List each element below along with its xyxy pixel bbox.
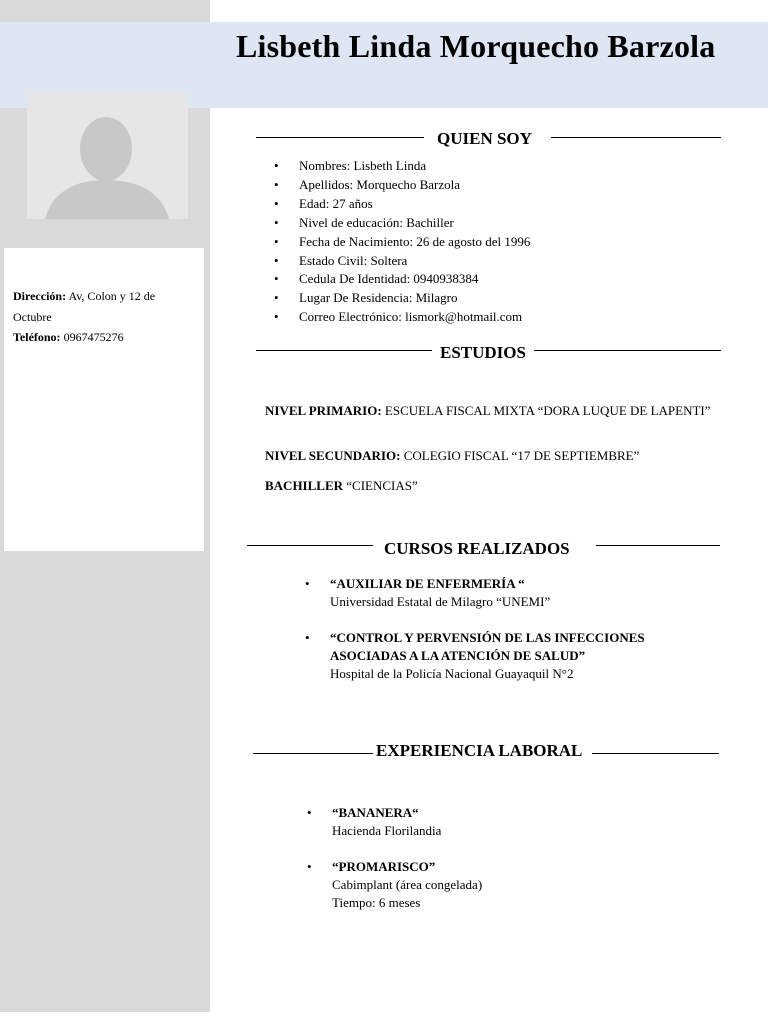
avatar-placeholder-icon — [27, 92, 188, 219]
list-item: • Nivel de educación: Bachiller — [274, 214, 530, 233]
section-title-quien-soy: QUIEN SOY — [437, 129, 532, 148]
job-detail: Cabimplant (área congelada) — [332, 877, 483, 892]
course-place: Universidad Estatal de Milagro “UNEMI” — [330, 594, 551, 609]
course-place: Hospital de la Policía Nacional Guayaquil N°2 — [330, 666, 574, 681]
section-rule — [534, 350, 721, 351]
experience-list — [307, 804, 727, 840]
study-secondary — [265, 448, 720, 463]
list-item: • Apellidos: Morquecho Barzola — [274, 176, 530, 195]
section-rule — [596, 545, 720, 546]
contact-card — [4, 248, 204, 551]
list-item: • Estado Civil: Soltera — [274, 252, 530, 271]
study-primary-value: ESCUELA FISCAL MIXTA “DORA LUQUE DE LAPENTI” — [384, 403, 711, 418]
section-rule — [256, 137, 424, 138]
list-item: • Fecha de Nacimiento: 26 de agosto del 1996 — [274, 233, 530, 252]
list-item: • Lugar De Residencia: Milagro — [274, 289, 530, 308]
course-name: • “AUXILIAR DE ENFERMERÍA “ — [330, 576, 525, 591]
address-value: Av, Colon y 12 de Octubre — [13, 289, 156, 324]
job-detail: Hacienda Florilandia — [332, 823, 442, 838]
job-name: • “PROMARISCO” — [332, 859, 436, 874]
section-rule — [247, 545, 373, 546]
courses-list — [305, 629, 725, 683]
list-item: • Nombres: Lisbeth Linda — [274, 157, 530, 176]
section-rule — [256, 350, 432, 351]
study-primary — [265, 403, 720, 418]
address-label: Dirección: — [13, 289, 67, 303]
avatar — [27, 92, 188, 219]
phone-label: Teléfono: — [13, 330, 61, 344]
study-primary-label: NIVEL PRIMARIO: — [265, 403, 382, 418]
list-item — [305, 629, 725, 683]
study-secondary-value: COLEGIO FISCAL “17 DE SEPTIEMBRE” — [403, 448, 640, 463]
list-item: • Correo Electrónico: lismork@hotmail.com — [274, 308, 530, 327]
section-title-cursos: CURSOS REALIZADOS — [384, 539, 570, 558]
study-bachiller-label: BACHILLER — [265, 478, 344, 493]
contact-info — [13, 286, 193, 348]
job-extra: Tiempo: 6 meses — [332, 895, 421, 910]
list-item: • Cedula De Identidad: 0940938384 — [274, 270, 530, 289]
experience-list — [307, 858, 727, 912]
list-item — [307, 804, 727, 840]
section-rule — [592, 753, 719, 754]
study-bachiller — [265, 478, 720, 493]
section-rule — [551, 137, 721, 138]
courses-list — [305, 575, 725, 611]
list-item — [307, 858, 727, 912]
personal-info-list — [274, 157, 530, 327]
section-title-experiencia: EXPERIENCIA LABORAL — [376, 741, 583, 760]
section-rule — [253, 753, 373, 754]
list-item — [305, 575, 725, 611]
phone-value: 0967475276 — [63, 330, 124, 344]
study-bachiller-value: “CIENCIAS” — [346, 478, 418, 493]
course-name: • “CONTROL Y PERVENSIÓN DE LAS INFECCIONES ASOCIADAS A LA ATENCIÓN DE SALUD” — [330, 630, 645, 663]
list-item: • Edad: 27 años — [274, 195, 530, 214]
job-name: • “BANANERA“ — [332, 805, 419, 820]
resume-name: Lisbeth Linda Morquecho Barzola — [236, 28, 716, 64]
address-line — [13, 286, 193, 327]
phone-line — [13, 327, 193, 348]
study-secondary-label: NIVEL SECUNDARIO: — [265, 448, 401, 463]
section-title-estudios: ESTUDIOS — [440, 343, 526, 362]
